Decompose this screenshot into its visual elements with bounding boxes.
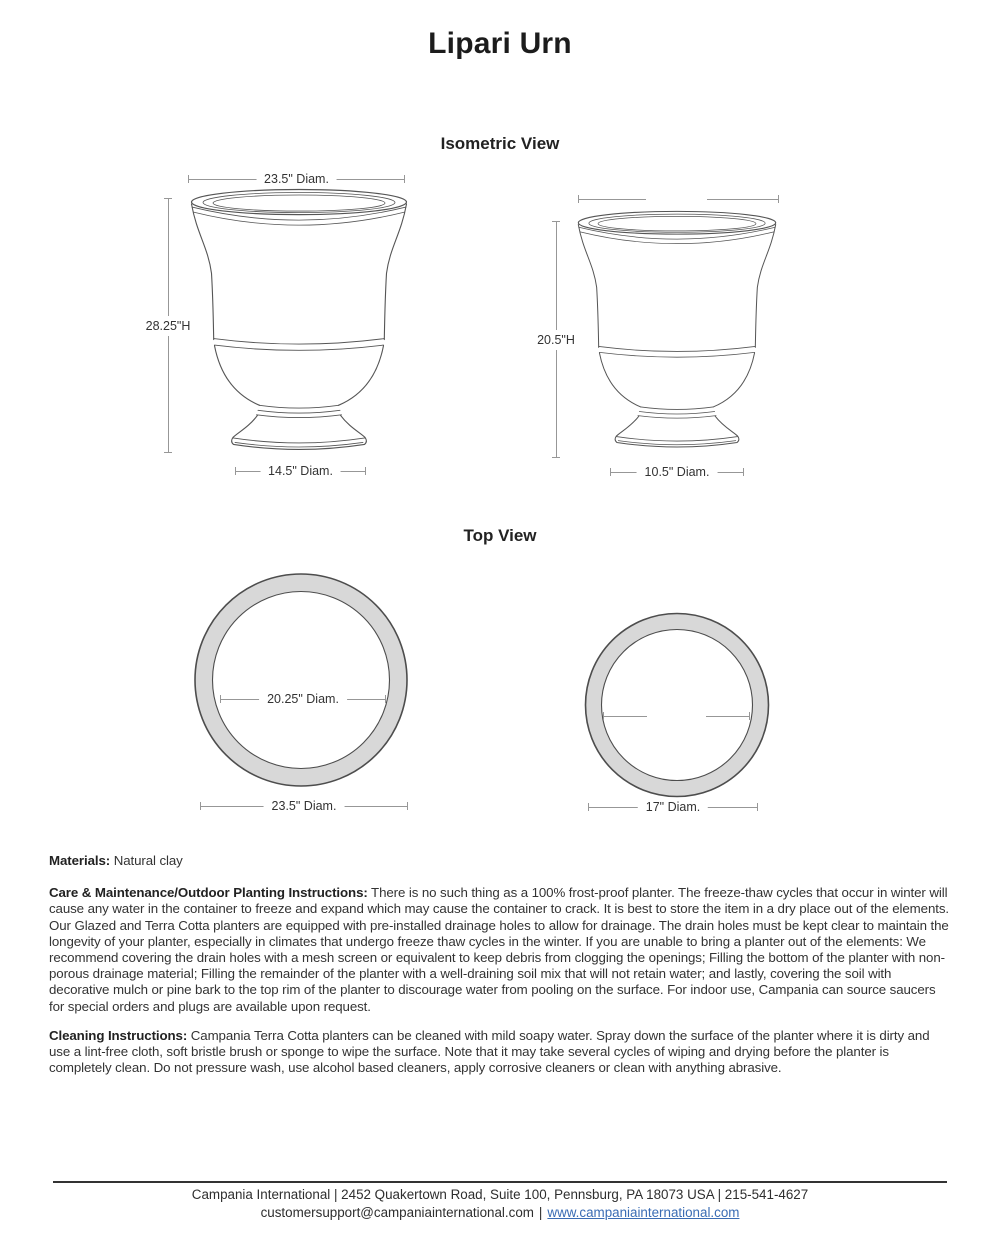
footer — [0, 1186, 1000, 1222]
dim-tick — [757, 803, 758, 811]
spec-text-block — [49, 853, 952, 1076]
dim-tick — [164, 198, 172, 199]
dim-tick — [603, 712, 604, 720]
base-diameter-label: 14.5" Diam. — [260, 464, 341, 478]
cleaning-instructions-paragraph — [49, 1028, 952, 1077]
large-urn-top-view-drawing — [193, 572, 409, 788]
base-diameter-label: 10.5" Diam. — [637, 465, 718, 479]
materials-paragraph — [49, 853, 952, 869]
rim-diameter-label: 23.5" Diam. — [256, 172, 337, 186]
outer-diameter-label: 17" Diam. — [638, 800, 708, 814]
height-label: 20.5"H — [533, 330, 579, 350]
materials-value: Natural clay — [113, 853, 183, 868]
dim-tick — [365, 467, 366, 475]
dim-tick — [743, 468, 744, 476]
footer-website-link[interactable]: www.campaniainternational.com — [547, 1205, 740, 1220]
dim-tick — [610, 468, 611, 476]
height-label: 28.25"H — [142, 316, 195, 336]
small-urn-top-view-drawing — [584, 612, 770, 798]
dim-tick — [404, 175, 405, 183]
dim-tick — [578, 195, 579, 203]
dim-tick — [235, 467, 236, 475]
footer-divider — [53, 1181, 947, 1183]
dim-tick — [164, 452, 172, 453]
footer-contact-line — [0, 1204, 1000, 1222]
large-urn-drawing — [189, 188, 409, 455]
outer-diameter-label: 23.5" Diam. — [264, 799, 345, 813]
dim-tick — [385, 695, 386, 703]
dim-tick — [188, 175, 189, 183]
dim-tick — [749, 712, 750, 720]
materials-label: Materials: — [49, 853, 111, 868]
footer-email: customersupport@campaniainternational.com — [260, 1205, 534, 1220]
dim-tick — [552, 457, 560, 458]
dim-line — [578, 199, 646, 200]
care-label: Care & Maintenance/Outdoor Planting Instructions: — [49, 885, 368, 901]
dim-line — [603, 716, 647, 717]
footer-separator: | — [538, 1205, 543, 1220]
footer-company-line: Campania International | 2452 Quakertown Road, Suite 100, Pennsburg, PA 18073 USA | 215-541-4627 — [191, 1187, 809, 1202]
dim-tick — [220, 695, 221, 703]
isometric-view-heading: Isometric View — [440, 134, 560, 153]
dim-tick — [407, 802, 408, 810]
top-view-heading: Top View — [463, 526, 537, 545]
small-urn-drawing — [576, 210, 778, 452]
dim-line — [706, 716, 750, 717]
inner-diameter-label: 20.25" Diam. — [259, 692, 347, 706]
care-text: There is no such thing as a 100% frost-proof planter. The freeze-thaw cycles that occur in winter will cause any water in the container to freeze and expand which may cause the container to crack. It is best to store the item in a dry place out of the elements. Our Glazed and Terra Cotta planters are equipped with pre-installed drainage holes to allow for drainage. The drain holes must be kept clear to maintain the longevity of your planter, especially in climates that undergo freeze thaw cycles in the winter. If you are unable to bring a planter out of the elements: We recommend covering the drain holes with a mesh screen or equivalent to keep debris from clogging the openings; Filling the bottom of the planter with non-porous drainage material; Filling the remainder of the planter with a well-draining soil mix that will not retain water; and lastly, covering the soil with decorative mulch or pine bark to the top rim of the planter to discourage water from pooling on the surface. For indoor use, Campania can source saucers for special orders and plugs are available upon request. — [49, 885, 949, 1014]
care-instructions-paragraph — [49, 885, 952, 1015]
dim-tick — [200, 802, 201, 810]
dim-tick — [552, 221, 560, 222]
cleaning-label: Cleaning Instructions: — [49, 1027, 188, 1043]
cleaning-text: Campania Terra Cotta planters can be cleaned with mild soapy water. Spray down the surface of the planter where it is dirty and use a lint-free cloth, soft bristle brush or sponge to wipe the surface. Note that it may take several cycles of wiping and drying before the planter is completely clean. Do not pressure wash, use alcohol based cleaners, apply corrosive cleaners or clean with anything abrasive. — [49, 1027, 930, 1076]
dim-tick — [588, 803, 589, 811]
dim-line — [707, 199, 779, 200]
page-title: Lipari Urn — [428, 27, 572, 60]
dim-tick — [778, 195, 779, 203]
